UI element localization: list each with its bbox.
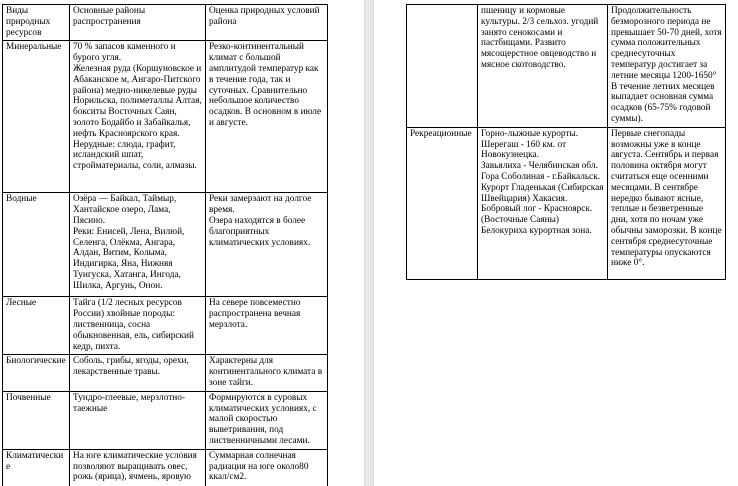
row-areas-cell: Соболь, грибы, ягоды, орехи, лекарственные травы. <box>70 355 206 391</box>
resources-table-left <box>2 4 328 486</box>
header-main-areas: Основные районы распространения <box>70 5 206 41</box>
table-row <box>3 297 328 355</box>
row-areas-cell: Озёра — Байкал, Таймыр, Хантайское озеро, Лама, Пясино. Реки: Енисей, Лена, Вилюй, Селенга, Олёкма, Ангара, Алдан, Витим, Колыма, Индигирка, Яна, Нижняя Тунгуска, Хатанга, Ингода, Шилка, Аргунь, Онон. <box>70 193 206 297</box>
row-assessment-cell: Суммарная солнечная радиация на юге около80 ккал/см2. <box>206 449 328 486</box>
row-type-cell: Почвенные <box>3 391 70 449</box>
table-row <box>407 5 726 128</box>
row-type-cell: Рекреационные <box>407 127 478 279</box>
row-assessment-cell: На севере повсеместно распространена вечная мерзлота. <box>206 297 328 355</box>
row-areas-cell: Тайга (1/2 лесных ресурсов России) хвойные породы: лиственница, сосна обыкновенная, ель, сибирский кедр, пихта. <box>70 297 206 355</box>
table-row <box>3 193 328 297</box>
row-areas-cell: пшеницу и кормовые культуры. 2/3 сельхоз. угодий занято сенокосами и пастбищами. Развито мясощерстное овцеводство и мясное скотоводство. <box>478 5 608 128</box>
row-type-cell: Климатические <box>3 449 70 486</box>
row-type-cell: Водные <box>3 193 70 297</box>
resources-table-right <box>406 4 726 280</box>
document-page-left <box>0 0 364 486</box>
table-row <box>3 391 328 449</box>
header-assessment: Оценка природных условий района <box>206 5 328 41</box>
row-assessment-cell: Реки замерзают на долгое время. Озера находятся в более благоприятных климатических условиях. <box>206 193 328 297</box>
table-row <box>407 127 726 279</box>
row-assessment-cell: Первые снегопады возможны уже в конце августа. Сентябрь и первая половина октября могут считаться еще осенними месяцами. В сентябре нередко бывают ясные, теплые и безветренные дни, хотя по ночам уже обычны заморозки. В конце сентября среднесуточные температуры опускаются ниже 0°. <box>608 127 726 279</box>
row-areas-cell: Горно-лыжные курорты. Шерегаш - 160 км. от Новокузнецка. Завьялиха - Челябинская обл. Гора Соболиная - г.Байкальск. Курорт Гладенькая (Сибирская Швейцария) Хакасия. Бобровый лог - Красноярск. (Восточные Саяны) Белокуриха курортная зона. <box>478 127 608 279</box>
row-assessment-cell: Продолжительность безморозного периода не превышает 50-70 дней, хотя сумма положительных среднесуточных температур достигает за летние месяцы 1200-1650° В течение летних месяцев выпадает основная сумма осадков (65-75% годовой суммы). <box>608 5 726 128</box>
row-type-cell: Лесные <box>3 297 70 355</box>
row-assessment-cell: Формируются в суровых климатических условиях, с малой скоростью выветривания, под лиственничными лесами. <box>206 391 328 449</box>
row-type-cell: Минеральные <box>3 41 70 193</box>
table-header-row <box>3 5 328 41</box>
row-areas-cell: Тундро-глеевые, мерзлотно-таежные <box>70 391 206 449</box>
row-areas-cell: 70 % запасов каменного и бурого угля. Железная руда (Коршуновское и Абаканское м, Ангаро-Питского района) медно-никелевые руды Норильска, полиметаллы Алтая, бокситы Восточных Саян, золото Бодайбо и Забайкалья, нефть Красноярского края. Нерудные: слюда, графит, исландский шпат, стройматериалы, соли, алмазы. <box>70 41 206 193</box>
page-gutter <box>364 0 374 486</box>
table-row <box>3 355 328 391</box>
row-assessment-cell: Характерны для континентального климата в зоне тайги. <box>206 355 328 391</box>
row-assessment-cell: Резко-континентальный климат с большой амплитудой температур как в течение года, так и суточных. Сравнительно небольшое количество осадков. В основном в июле и августе. <box>206 41 328 193</box>
row-type-cell <box>407 5 478 128</box>
row-type-cell: Биологические <box>3 355 70 391</box>
row-areas-cell: На юге климатические условия позволяют выращивать овес, рожь (ярица), ячмень, яровую <box>70 449 206 486</box>
document-page-right <box>374 0 738 486</box>
table-row <box>3 41 328 193</box>
table-row <box>3 449 328 486</box>
header-resource-type: Виды природных ресурсов <box>3 5 70 41</box>
